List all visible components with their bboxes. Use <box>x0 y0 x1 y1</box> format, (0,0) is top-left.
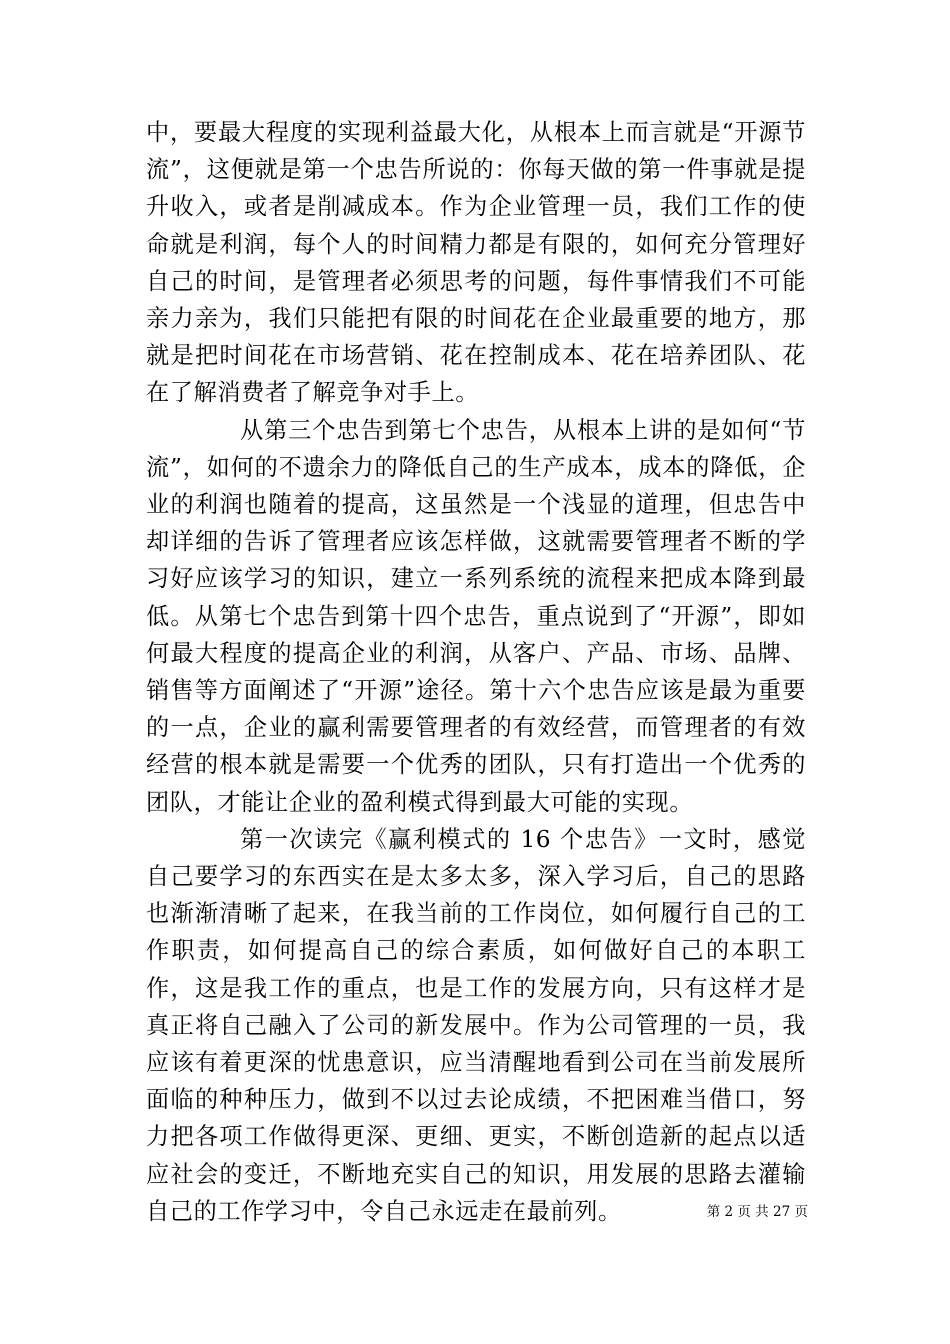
paragraph-2: 从第三个忠告到第七个忠告，从根本上讲的是如何“节流”，如何的不遗余力的降低自己的生产成本，成本的降低，企业的利润也随着的提高，这虽然是一个浅显的道理，但忠告中却详细的告诉了管理者应该怎样做，这就需要管理者不断的学习好应该学习的知识，建立一系列系统的流程来把成本降到最低。从第七个忠告到第十四个忠告，重点说到了“开源”，即如何最大程度的提高企业的利润，从客户、产品、市场、品牌、销售等方面阐述了“开源”途径。第十六个忠告应该是最为重要的一点，企业的赢利需要管理者的有效经营，而管理者的有效经营的根本就是需要一个优秀的团队，只有打造出一个优秀的团队，才能让企业的盈利模式得到最大可能的实现。 <box>146 416 806 816</box>
page-number: 第 2 页 共 27 页 <box>706 1204 808 1220</box>
document-body <box>146 114 806 1230</box>
paragraph-3: 第一次读完《赢利模式的 16 个忠告》一文时，感觉自己要学习的东西实在是太多太多，深入学习后，自己的思路也渐渐清晰了起来，在我当前的工作岗位，如何履行自己的工作职责，如何提高自己的综合素质，如何做好自己的本职工作，这是我工作的重点，也是工作的发展方向，只有这样才是真正将自己融入了公司的新发展中。作为公司管理的一员，我应该有着更深的忧患意识，应当清醒地看到公司在当前发展所面临的种种压力，做到不以过去论成绩，不把困难当借口，努力把各项工作做得更深、更细、更实，不断创造新的起点以适应社会的变迁，不断地充实自己的知识，用发展的思路去灌输自己的工作学习中，令自己永远走在最前列。 <box>146 825 806 1225</box>
paragraph-1: 中，要最大程度的实现利益最大化，从根本上而言就是“开源节流”，这便就是第一个忠告所说的：你每天做的第一件事就是提升收入，或者是削减成本。作为企业管理一员，我们工作的使命就是利润，每个人的时间精力都是有限的，如何充分管理好自己的时间，是管理者必须思考的问题，每件事情我们不可能亲力亲为，我们只能把有限的时间花在企业最重要的地方，那就是把时间花在市场营销、花在控制成本、花在培养团队、花在了解消费者了解竞争对手上。 <box>146 119 806 407</box>
